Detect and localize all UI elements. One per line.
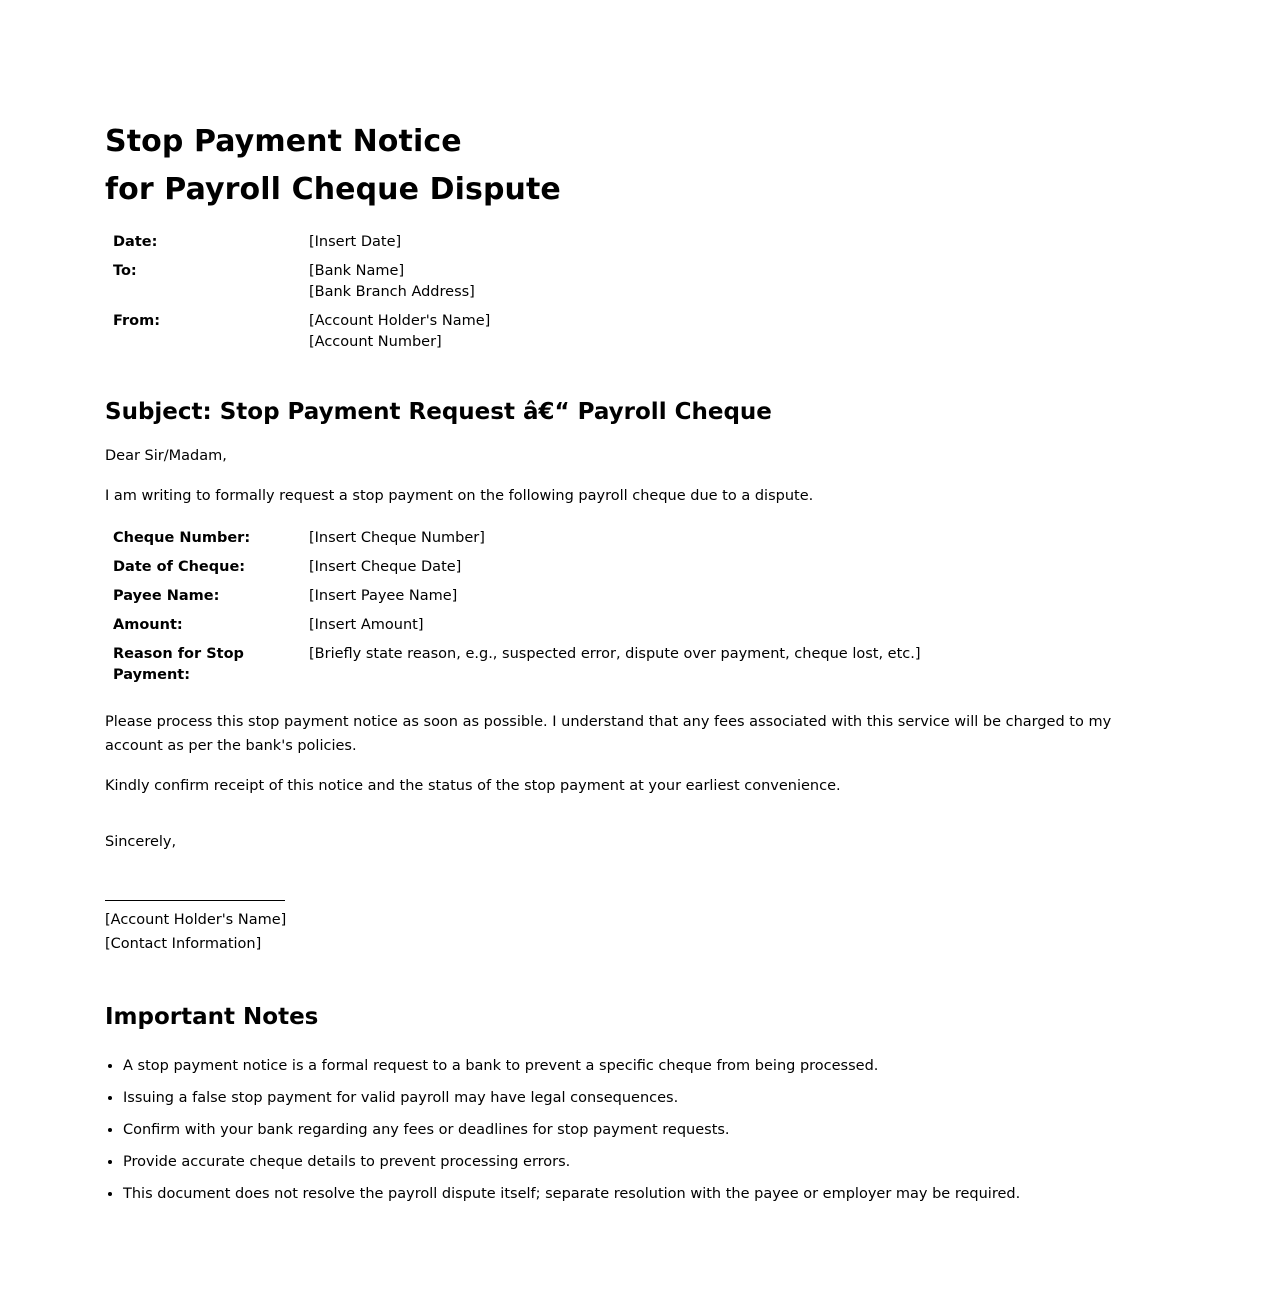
- signature-block: [105, 908, 1165, 956]
- closing: Sincerely,: [105, 834, 177, 850]
- detail-row: [105, 615, 921, 644]
- document-page: [105, 118, 1165, 1214]
- cheque-number-value: [Insert Cheque Number]: [309, 530, 485, 546]
- bank-branch-address: [Bank Branch Address]: [309, 284, 475, 300]
- account-holder-name: [Account Holder's Name]: [309, 313, 491, 329]
- bank-name: [Bank Name]: [309, 263, 405, 279]
- intro-paragraph: I am writing to formally request a stop payment on the following payroll cheque due to a dispute.: [105, 488, 814, 504]
- signature-line: [105, 900, 285, 901]
- detail-row: [105, 528, 921, 557]
- subject-heading: Subject: Stop Payment Request â€“ Payroll Cheque: [105, 399, 772, 425]
- amount-label: Amount:: [113, 617, 183, 633]
- list-item: • Issuing a false stop payment for valid payroll may have legal consequences.: [123, 1086, 1165, 1110]
- detail-row: [105, 557, 921, 586]
- cheque-date-value: [Insert Cheque Date]: [309, 559, 462, 575]
- payee-name-value: [Insert Payee Name]: [309, 588, 458, 604]
- cheque-date-label: Date of Cheque:: [113, 559, 246, 575]
- detail-row: [105, 644, 921, 694]
- from-value: [301, 311, 490, 361]
- date-row: [105, 232, 490, 261]
- reason-value: [Briefly state reason, e.g., suspected error, dispute over payment, cheque lost, etc.]: [309, 646, 921, 662]
- title-line-2: for Payroll Cheque Dispute: [105, 172, 561, 207]
- from-label: From:: [113, 313, 160, 329]
- greeting: Dear Sir/Madam,: [105, 448, 227, 464]
- cheque-details-table: [105, 528, 921, 694]
- list-item: • This document does not resolve the payroll dispute itself; separate resolution with the payee or employer may be required.: [123, 1182, 1165, 1206]
- signature-contact: [Contact Information]: [105, 936, 262, 952]
- detail-row: [105, 586, 921, 615]
- process-paragraph: Please process this stop payment notice as soon as possible. I understand that any fees associated with this service will be charged to my account as per the bank's policies.: [105, 714, 1112, 754]
- signature-name: [Account Holder's Name]: [105, 912, 287, 928]
- date-value: [Insert Date]: [309, 234, 402, 250]
- notes-heading: Important Notes: [105, 1004, 319, 1030]
- amount-value: [Insert Amount]: [309, 617, 424, 633]
- to-row: [105, 261, 490, 311]
- account-number: [Account Number]: [309, 334, 442, 350]
- title-line-1: Stop Payment Notice: [105, 124, 462, 159]
- reason-label: Reason for Stop Payment:: [113, 646, 244, 683]
- to-label: To:: [113, 263, 137, 279]
- payee-name-label: Payee Name:: [113, 588, 220, 604]
- from-row: [105, 311, 490, 361]
- confirm-paragraph: Kindly confirm receipt of this notice and the status of the stop payment at your earliest convenience.: [105, 778, 841, 794]
- notes-list: [105, 1054, 1165, 1206]
- header-fields-table: [105, 232, 490, 361]
- cheque-number-label: Cheque Number:: [113, 530, 251, 546]
- list-item: • Confirm with your bank regarding any fees or deadlines for stop payment requests.: [123, 1118, 1165, 1142]
- list-item: • A stop payment notice is a formal request to a bank to prevent a specific cheque from being processed.: [123, 1054, 1165, 1078]
- date-label: Date:: [113, 234, 158, 250]
- page-title: [105, 118, 1165, 214]
- to-value: [301, 261, 490, 311]
- list-item: • Provide accurate cheque details to prevent processing errors.: [123, 1150, 1165, 1174]
